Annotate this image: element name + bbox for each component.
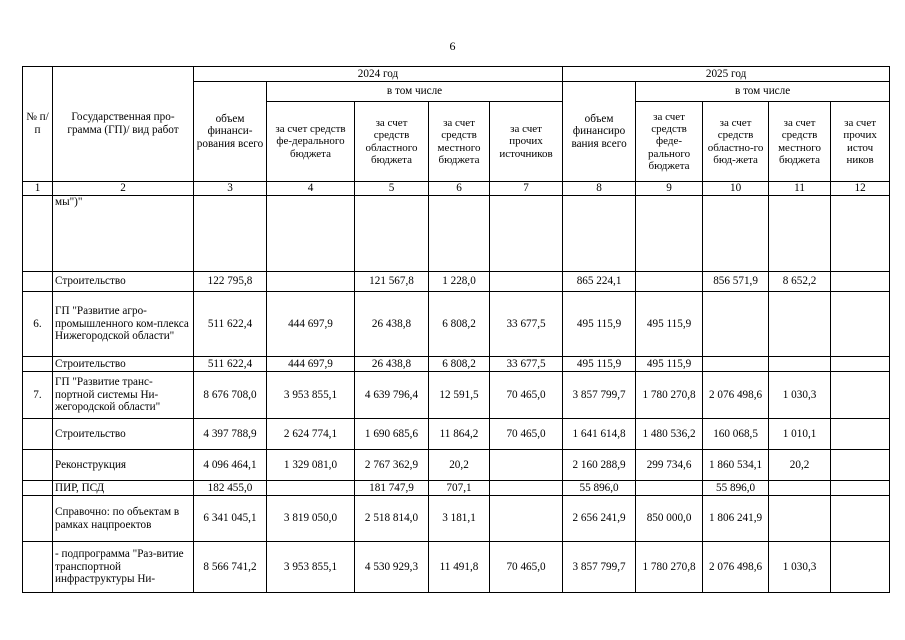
row-program-name: ПИР, ПСД — [53, 481, 194, 496]
row-value-col-4: 444 697,9 — [267, 357, 355, 372]
row-value-col-6: 6 808,2 — [429, 292, 490, 357]
row-value-col-5: 4 639 796,4 — [355, 372, 429, 419]
header-2024-including: в том числе — [267, 82, 563, 102]
row-value-col-4: 3 819 050,0 — [267, 496, 355, 542]
row-number: 7. — [23, 372, 53, 419]
col-number: 11 — [769, 182, 831, 196]
row-value-col-9: 1 480 536,2 — [636, 419, 703, 450]
row-value-col-3 — [194, 196, 267, 272]
row-value-col-5: 2 767 362,9 — [355, 450, 429, 481]
col-number: 7 — [490, 182, 563, 196]
row-value-col-12 — [831, 196, 890, 272]
header-2025-federal: за счет средств феде-рального бюджета — [636, 102, 703, 182]
col-number: 1 — [23, 182, 53, 196]
row-value-col-5: 121 567,8 — [355, 272, 429, 292]
row-value-col-5 — [355, 196, 429, 272]
column-numbers-row — [23, 182, 890, 196]
header-2024-federal: за счет средств фе-дерального бюджета — [267, 102, 355, 182]
row-value-col-4 — [267, 481, 355, 496]
row-value-col-8 — [563, 196, 636, 272]
row-number — [23, 496, 53, 542]
row-value-col-12 — [831, 372, 890, 419]
table-row — [23, 481, 890, 496]
row-value-col-5: 2 518 814,0 — [355, 496, 429, 542]
row-value-col-6: 707,1 — [429, 481, 490, 496]
row-program-name: Справочно: по объектам в рамках нацпроектов — [53, 496, 194, 542]
row-value-col-12 — [831, 272, 890, 292]
row-value-col-10 — [703, 196, 769, 272]
row-program-name: ГП "Развитие агро-промышленного ком-плекса Нижегородской области" — [53, 292, 194, 357]
row-number — [23, 272, 53, 292]
row-value-col-3: 122 795,8 — [194, 272, 267, 292]
row-value-col-12 — [831, 419, 890, 450]
header-2025-other: за счет прочих источ ников — [831, 102, 890, 182]
row-value-col-3: 511 622,4 — [194, 292, 267, 357]
row-value-col-10: 1 806 241,9 — [703, 496, 769, 542]
row-value-col-6 — [429, 196, 490, 272]
row-value-col-3: 8 566 741,2 — [194, 542, 267, 593]
table-row — [23, 450, 890, 481]
row-value-col-9 — [636, 481, 703, 496]
row-value-col-12 — [831, 292, 890, 357]
row-value-col-11 — [769, 292, 831, 357]
row-program-name: Реконструкция — [53, 450, 194, 481]
row-value-col-6: 20,2 — [429, 450, 490, 481]
col-number: 10 — [703, 182, 769, 196]
row-program-name: - подпрограмма "Раз-витие транспортной инфраструктуры Ни- — [53, 542, 194, 593]
row-value-col-11: 1 030,3 — [769, 372, 831, 419]
row-value-col-12 — [831, 450, 890, 481]
header-program: Государственная про-грамма (ГП)/ вид работ — [53, 67, 194, 182]
row-value-col-8: 3 857 799,7 — [563, 542, 636, 593]
row-value-col-3: 511 622,4 — [194, 357, 267, 372]
row-value-col-8: 3 857 799,7 — [563, 372, 636, 419]
table-row — [23, 196, 890, 272]
header-year-2025: 2025 год — [563, 67, 890, 82]
header-2024-other: за счет прочих источников — [490, 102, 563, 182]
row-number: 6. — [23, 292, 53, 357]
table-row — [23, 542, 890, 593]
row-value-col-6: 11 491,8 — [429, 542, 490, 593]
row-value-col-4 — [267, 272, 355, 292]
table-row — [23, 419, 890, 450]
row-value-col-12 — [831, 496, 890, 542]
row-value-col-8: 495 115,9 — [563, 292, 636, 357]
row-program-name: Строительство — [53, 419, 194, 450]
col-number: 6 — [429, 182, 490, 196]
header-2025-regional: за счет средств областно-го бюд-жета — [703, 102, 769, 182]
table-row — [23, 292, 890, 357]
row-value-col-3: 8 676 708,0 — [194, 372, 267, 419]
table-row — [23, 357, 890, 372]
row-value-col-8: 55 896,0 — [563, 481, 636, 496]
row-value-col-6: 3 181,1 — [429, 496, 490, 542]
header-2024-local: за счет средств местного бюджета — [429, 102, 490, 182]
row-value-col-9 — [636, 272, 703, 292]
row-value-col-7: 70 465,0 — [490, 419, 563, 450]
row-value-col-11: 1 030,3 — [769, 542, 831, 593]
header-2025-total: объем финансиро вания всего — [563, 82, 636, 182]
row-value-col-10: 55 896,0 — [703, 481, 769, 496]
row-value-col-11: 20,2 — [769, 450, 831, 481]
header-2024-regional: за счет средств областного бюджета — [355, 102, 429, 182]
row-value-col-9: 1 780 270,8 — [636, 372, 703, 419]
row-number — [23, 542, 53, 593]
row-value-col-10 — [703, 292, 769, 357]
col-number: 12 — [831, 182, 890, 196]
row-value-col-8: 2 160 288,9 — [563, 450, 636, 481]
row-value-col-7: 33 677,5 — [490, 357, 563, 372]
row-value-col-11 — [769, 357, 831, 372]
row-program-name: ГП "Развитие транс-портной системы Ни-жегородской области" — [53, 372, 194, 419]
row-value-col-11 — [769, 496, 831, 542]
row-value-col-9: 299 734,6 — [636, 450, 703, 481]
row-value-col-10: 160 068,5 — [703, 419, 769, 450]
row-value-col-10: 2 076 498,6 — [703, 372, 769, 419]
col-number: 3 — [194, 182, 267, 196]
row-program-name: Строительство — [53, 357, 194, 372]
page-number: 6 — [449, 39, 456, 53]
row-value-col-7 — [490, 272, 563, 292]
header-2025-local: за счет средств местного бюджета — [769, 102, 831, 182]
row-value-col-3: 6 341 045,1 — [194, 496, 267, 542]
row-value-col-8: 865 224,1 — [563, 272, 636, 292]
col-number: 8 — [563, 182, 636, 196]
row-value-col-6: 1 228,0 — [429, 272, 490, 292]
row-value-col-12 — [831, 542, 890, 593]
col-number: 5 — [355, 182, 429, 196]
row-value-col-11 — [769, 196, 831, 272]
row-number — [23, 196, 53, 272]
row-value-col-12 — [831, 481, 890, 496]
row-value-col-10: 856 571,9 — [703, 272, 769, 292]
col-number: 2 — [53, 182, 194, 196]
row-number — [23, 450, 53, 481]
row-value-col-7: 33 677,5 — [490, 292, 563, 357]
row-value-col-4: 444 697,9 — [267, 292, 355, 357]
row-value-col-10: 1 860 534,1 — [703, 450, 769, 481]
col-number: 9 — [636, 182, 703, 196]
row-value-col-9 — [636, 196, 703, 272]
row-value-col-11 — [769, 481, 831, 496]
row-number — [23, 481, 53, 496]
header-num: № п/п — [23, 67, 53, 182]
row-program-name: Строительство — [53, 272, 194, 292]
row-value-col-3: 4 096 464,1 — [194, 450, 267, 481]
row-value-col-10 — [703, 357, 769, 372]
financing-table — [22, 66, 890, 593]
row-number — [23, 419, 53, 450]
row-value-col-5: 26 438,8 — [355, 357, 429, 372]
row-value-col-7 — [490, 496, 563, 542]
row-value-col-7 — [490, 450, 563, 481]
table-row — [23, 272, 890, 292]
row-value-col-6: 11 864,2 — [429, 419, 490, 450]
row-value-col-7 — [490, 196, 563, 272]
row-value-col-12 — [831, 357, 890, 372]
row-value-col-3: 182 455,0 — [194, 481, 267, 496]
row-value-col-7 — [490, 481, 563, 496]
row-value-col-3: 4 397 788,9 — [194, 419, 267, 450]
row-value-col-5: 181 747,9 — [355, 481, 429, 496]
header-2024-total: объем финанси-рования всего — [194, 82, 267, 182]
row-value-col-9: 495 115,9 — [636, 292, 703, 357]
col-number: 4 — [267, 182, 355, 196]
row-value-col-8: 2 656 241,9 — [563, 496, 636, 542]
row-value-col-5: 26 438,8 — [355, 292, 429, 357]
table-row — [23, 372, 890, 419]
row-value-col-8: 1 641 614,8 — [563, 419, 636, 450]
row-value-col-4: 3 953 855,1 — [267, 542, 355, 593]
row-value-col-11: 8 652,2 — [769, 272, 831, 292]
header-year-2024: 2024 год — [194, 67, 563, 82]
row-value-col-5: 1 690 685,6 — [355, 419, 429, 450]
row-value-col-6: 6 808,2 — [429, 357, 490, 372]
row-value-col-5: 4 530 929,3 — [355, 542, 429, 593]
row-value-col-9: 495 115,9 — [636, 357, 703, 372]
row-value-col-11: 1 010,1 — [769, 419, 831, 450]
row-value-col-9: 850 000,0 — [636, 496, 703, 542]
row-value-col-4: 2 624 774,1 — [267, 419, 355, 450]
row-value-col-4: 1 329 081,0 — [267, 450, 355, 481]
table-body — [23, 196, 890, 593]
row-value-col-6: 12 591,5 — [429, 372, 490, 419]
row-value-col-4 — [267, 196, 355, 272]
header-2025-including: в том числе — [636, 82, 890, 102]
row-value-col-8: 495 115,9 — [563, 357, 636, 372]
row-value-col-7: 70 465,0 — [490, 372, 563, 419]
table-row — [23, 496, 890, 542]
row-number — [23, 357, 53, 372]
row-value-col-9: 1 780 270,8 — [636, 542, 703, 593]
row-program-name: мы")" — [53, 196, 194, 272]
row-value-col-10: 2 076 498,6 — [703, 542, 769, 593]
row-value-col-7: 70 465,0 — [490, 542, 563, 593]
row-value-col-4: 3 953 855,1 — [267, 372, 355, 419]
